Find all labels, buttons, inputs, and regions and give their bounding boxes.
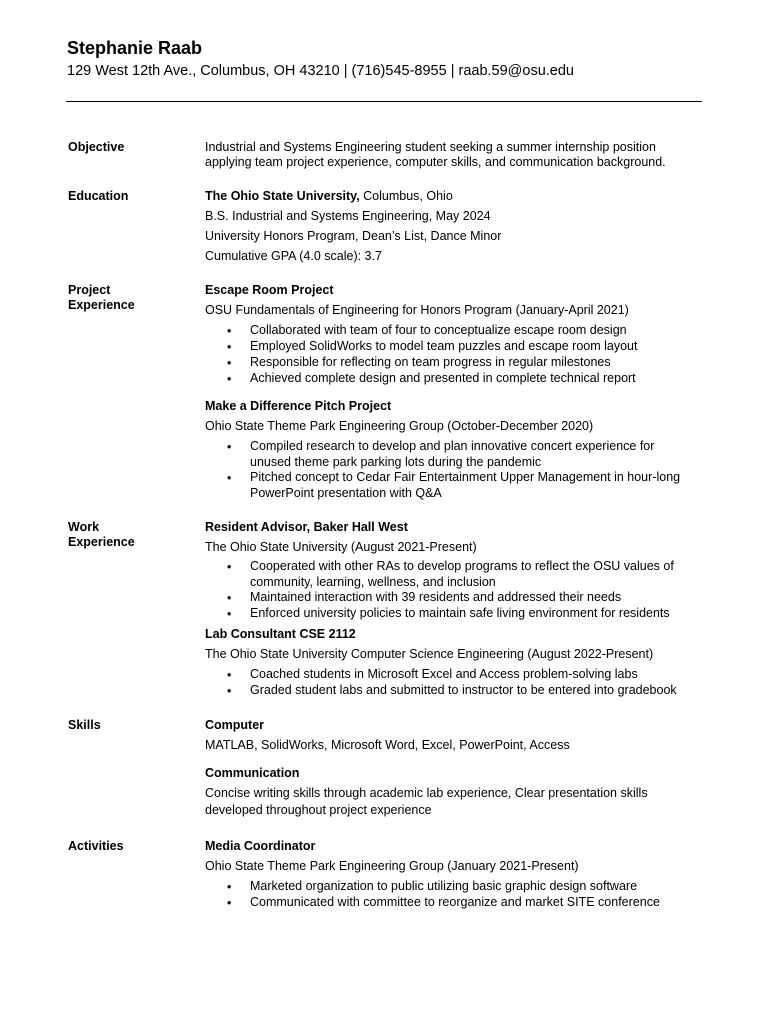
project-bullet: Pitched concept to Cedar Fair Entertainment Upper Management in hour-long PowerPoint presentation with Q&A [250, 470, 681, 500]
bullet-marker: • [227, 880, 232, 894]
project-bullet: Responsible for reflecting on team progress in regular milestones [250, 355, 611, 369]
education-detail: University Honors Program, Dean’s List, Dance Minor [205, 229, 502, 243]
bullet-marker: • [227, 896, 232, 910]
bullet-marker: • [227, 560, 232, 574]
activity-org: Ohio State Theme Park Engineering Group (January 2021-Present) [205, 859, 579, 873]
bullet-marker: • [227, 591, 232, 605]
project-org: Ohio State Theme Park Engineering Group (October-December 2020) [205, 419, 594, 433]
activity-bullet: Communicated with committee to reorganize and market SITE conference [250, 895, 660, 909]
section-label-work: Experience [68, 535, 135, 549]
school-location: Columbus, Ohio [359, 189, 453, 203]
section-label-project: Project [68, 283, 111, 297]
job-bullet: Enforced university policies to maintain safe living environment for residents [250, 606, 670, 620]
job-bullet: Graded student labs and submitted to instructor to be entered into gradebook [250, 683, 677, 697]
objective-line: applying team project experience, computer skills, and communication background. [205, 155, 666, 169]
activity-bullet: Marketed organization to public utilizing basic graphic design software [250, 879, 638, 893]
section-label-objective: Objective [68, 140, 125, 154]
contact-line: 129 West 12th Ave., Columbus, OH 43210 | (716)545-8955 | raab.59@osu.edu [67, 63, 574, 79]
bullet-marker: • [227, 324, 232, 338]
project-bullet: Achieved complete design and presented in complete technical report [250, 371, 636, 385]
education-school-line [205, 188, 453, 204]
education-detail: B.S. Industrial and Systems Engineering, May 2024 [205, 209, 491, 223]
skill-line: MATLAB, SolidWorks, Microsoft Word, Excel, PowerPoint, Access [205, 738, 570, 752]
project-title: Make a Difference Pitch Project [205, 399, 392, 413]
skill-line: developed throughout project experience [205, 803, 432, 817]
job-bullet: Coached students in Microsoft Excel and Access problem-solving labs [250, 667, 638, 681]
education-detail: Cumulative GPA (4.0 scale): 3.7 [205, 249, 382, 263]
project-bullet: Compiled research to develop and plan innovative concert experience for unused theme park parking lots during the pandemic [250, 439, 655, 469]
bullet-marker: • [227, 684, 232, 698]
section-label-work: Work [68, 520, 100, 534]
section-label-project: Experience [68, 298, 135, 312]
bullet-marker: • [227, 607, 232, 621]
job-title: Lab Consultant CSE 2112 [205, 627, 356, 641]
bullet-marker: • [227, 471, 232, 485]
bullet-marker: • [227, 340, 232, 354]
job-org: The Ohio State University (August 2021-Present) [205, 540, 477, 554]
bullet-marker: • [227, 356, 232, 370]
section-label-skills: Skills [68, 718, 101, 732]
job-bullet: Maintained interaction with 39 residents and addressed their needs [250, 590, 622, 604]
activity-title: Media Coordinator [205, 839, 316, 853]
skill-line: Concise writing skills through academic lab experience, Clear presentation skills [205, 786, 648, 800]
bullet-marker: • [227, 668, 232, 682]
school-name: The Ohio State University, [205, 189, 360, 203]
project-bullet: Employed SolidWorks to model team puzzles and escape room layout [250, 339, 638, 353]
skill-group-title: Communication [205, 766, 300, 780]
project-title: Escape Room Project [205, 283, 334, 297]
skill-group-title: Computer [205, 718, 265, 732]
project-org: OSU Fundamentals of Engineering for Honors Program (January-April 2021) [205, 303, 629, 317]
job-title: Resident Advisor, Baker Hall West [205, 520, 408, 534]
bullet-marker: • [227, 440, 232, 454]
job-org: The Ohio State University Computer Science Engineering (August 2022-Present) [205, 647, 654, 661]
objective-line: Industrial and Systems Engineering student seeking a summer internship position [205, 140, 656, 154]
applicant-name: Stephanie Raab [67, 38, 203, 58]
job-bullet: Cooperated with other RAs to develop programs to reflect the OSU values of community, learning, wellness, and inclusion [250, 559, 674, 589]
project-bullet: Collaborated with team of four to conceptualize escape room design [250, 323, 627, 337]
section-label-education: Education [68, 189, 129, 203]
bullet-marker: • [227, 372, 232, 386]
header-divider [66, 101, 702, 102]
section-label-activities: Activities [68, 839, 124, 853]
